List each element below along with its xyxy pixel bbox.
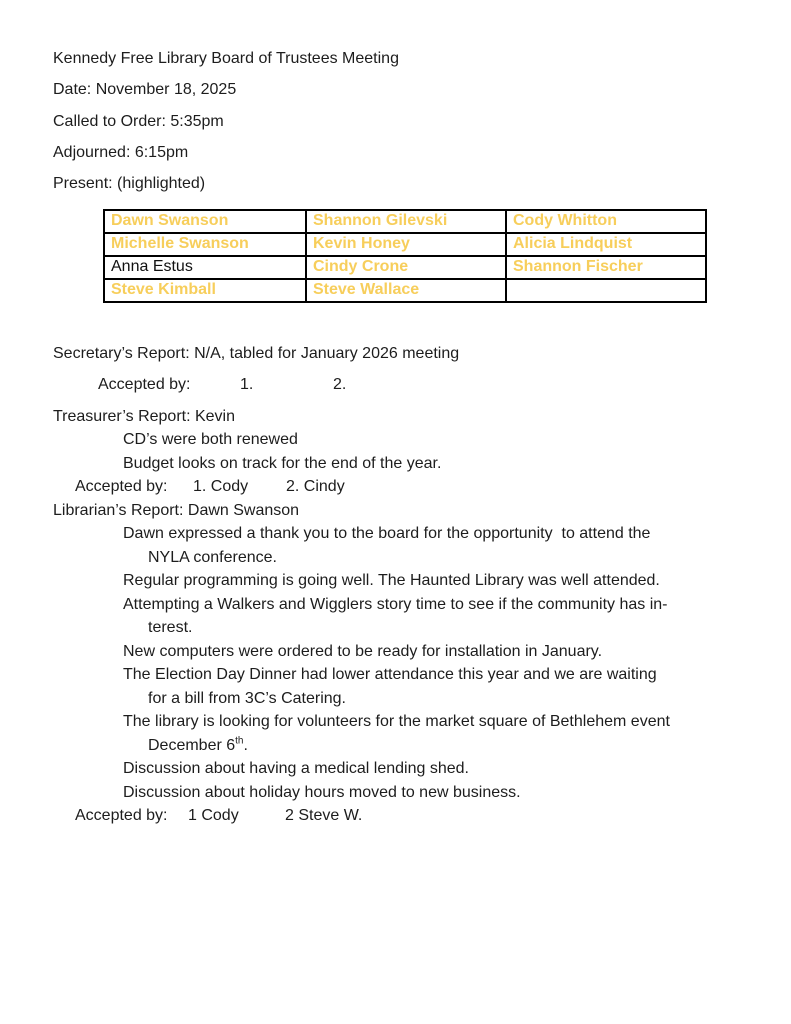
librarian-note: Dawn expressed a thank you to the board for the opportunity to attend the [123, 525, 651, 543]
attendee-cell: Cindy Crone [306, 256, 506, 279]
attendee-cell: Michelle Swanson [104, 233, 306, 256]
table-row [104, 210, 706, 233]
treasurer-note: Budget looks on track for the end of the year. [123, 454, 442, 472]
secretary-accepted-line [53, 373, 763, 397]
accepted-second-slot: 2. [333, 375, 347, 393]
librarian-note-continuation: NYLA conference. [148, 548, 277, 566]
meeting-minutes-document [53, 43, 763, 828]
attendee-cell: Steve Wallace [306, 279, 506, 302]
librarian-note: The Election Day Dinner had lower attendance this year and we are waiting [123, 666, 657, 684]
accepted-first-slot: 1 Cody [188, 807, 239, 825]
table-row [104, 279, 706, 302]
librarian-note: Attempting a Walkers and Wigglers story time to see if the community has in- [123, 595, 668, 613]
attendee-cell: Kevin Honey [306, 233, 506, 256]
librarian-note: Regular programming is going well. The Haunted Library was well attended. [123, 572, 660, 590]
accepted-by-label: Accepted by: [75, 478, 168, 496]
librarian-accepted-line [53, 804, 763, 828]
librarian-note-continuation: terest. [148, 619, 193, 637]
accepted-second-slot: 2 Steve W. [285, 807, 363, 825]
attendee-cell: Cody Whitton [506, 210, 706, 233]
librarian-note: The library is looking for volunteers for the market square of Bethlehem event [123, 713, 670, 731]
librarian-note-continuation [53, 734, 763, 758]
librarian-note-continuation: for a bill from 3C’s Catering. [148, 689, 346, 707]
librarian-note: Discussion about having a medical lending shed. [123, 760, 469, 778]
attendance-table [103, 209, 707, 303]
accepted-second-slot: 2. Cindy [286, 478, 345, 496]
present-label: Present: (highlighted) [53, 175, 206, 193]
librarian-report-heading: Librarian’s Report: Dawn Swanson [53, 501, 300, 519]
treasurer-report-heading: Treasurer’s Report: Kevin [53, 407, 235, 425]
period-text: . [243, 736, 248, 754]
attendee-cell-empty [506, 279, 706, 302]
accepted-first-slot: 1. Cody [193, 478, 249, 496]
ordinal-superscript: th [235, 735, 244, 747]
librarian-note: New computers were ordered to be ready for installation in January. [123, 642, 603, 660]
librarian-note: Discussion about holiday hours moved to new business. [123, 783, 521, 801]
attendee-cell: Steve Kimball [104, 279, 306, 302]
attendee-cell: Dawn Swanson [104, 210, 306, 233]
adjourned-line: Adjourned: 6:15pm [53, 143, 189, 161]
meeting-date-line: Date: November 18, 2025 [53, 81, 237, 99]
accepted-by-label: Accepted by: [75, 807, 168, 825]
doc-title: Kennedy Free Library Board of Trustees Meeting [53, 50, 399, 67]
table-row [104, 256, 706, 279]
attendee-cell: Shannon Fischer [506, 256, 706, 279]
accepted-by-label: Accepted by: [98, 375, 191, 393]
treasurer-accepted-line [53, 475, 763, 499]
december-date-text: December 6 [148, 736, 236, 754]
accepted-first-slot: 1. [240, 375, 254, 393]
called-to-order-line: Called to Order: 5:35pm [53, 112, 224, 130]
attendee-cell: Anna Estus [104, 256, 306, 279]
secretary-report-heading: Secretary’s Report: N/A, tabled for January 2026 meeting [53, 344, 460, 362]
treasurer-note: CD’s were both renewed [123, 431, 298, 449]
table-row [104, 233, 706, 256]
attendee-cell: Alicia Lindquist [506, 233, 706, 256]
attendee-cell: Shannon Gilevski [306, 210, 506, 233]
